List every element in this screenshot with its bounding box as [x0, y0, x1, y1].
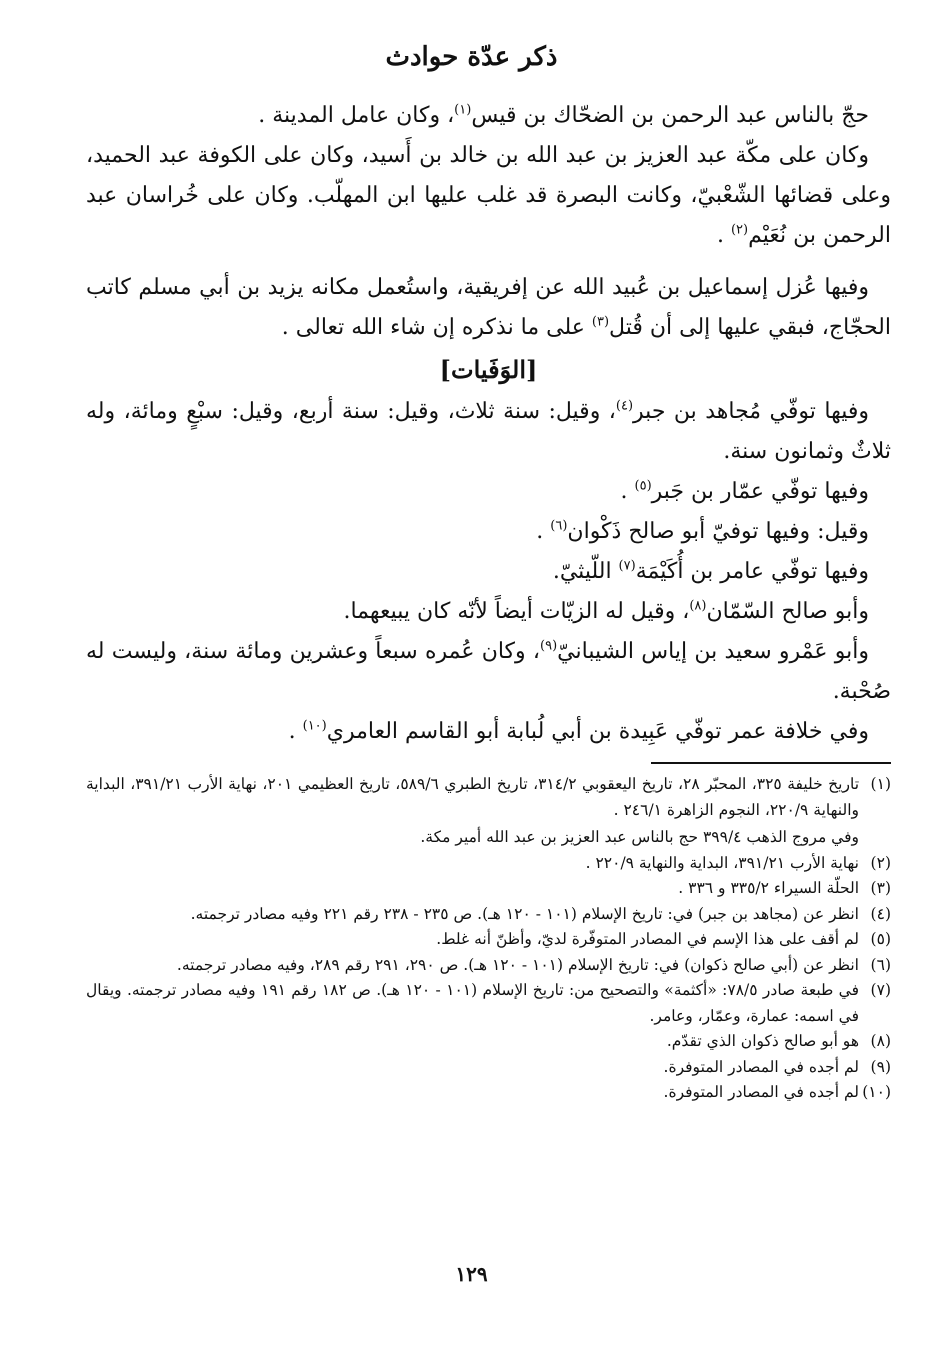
footnote: [86, 902, 891, 928]
paragraph: وفيها توفّي مُجاهد بن جبر$^{(٤)}$، وقيل: سنة ثلاث، وقيل: سنة أربع، وقيل: سبْعٍ ومائة، وله ثلاثٌ وثمانون سنة.: [86, 398, 891, 464]
footnote: [86, 927, 891, 953]
footnote-number: (١٠): [862, 1083, 891, 1101]
footnote-text: في طبعة صادر ٧٨/٥: «أكثمة» والتصحيح من: تاريخ الإسلام (١٠١ - ١٢٠ هـ). ص ١٨٢ رقم ١٩١ وفيه مصادر ترجمته. ويقال في اسمه: عمارة، وعمّار، وعامر.: [86, 981, 859, 1025]
footnote: [86, 1055, 891, 1081]
footnote-text: لم أجده في المصادر المتوفرة.: [663, 1083, 859, 1101]
footnote-divider: [651, 762, 891, 764]
footnote-ref[interactable]: (٤): [615, 398, 634, 414]
footnote: [86, 978, 891, 1029]
footnote-continuation: [86, 825, 891, 851]
paragraph: وفي خلافة عمر توفّي عَبِيدة بن أبي لُبابة أبو القاسم العامري$^{(١٠)}$ .: [288, 718, 869, 744]
footnote-ref[interactable]: (١): [454, 102, 472, 118]
footnote-ref[interactable]: (٣): [591, 314, 610, 330]
footnote-number: (٩): [870, 1057, 891, 1076]
page-title: ذكر عدّة حوادث: [385, 42, 558, 72]
footnote-ref[interactable]: (٩): [540, 638, 558, 654]
footnote: [86, 1029, 891, 1055]
paragraph: وكان على مكّة عبد العزيز بن عبد الله بن خالد بن أَسيد، وكان على الكوفة عبد الحميد، وعلى قضائها الشّعْبيّ، وكانت البصرة قد غلب عليها ابن المهلّب. وكان على خُراسان عبد الرحمن بن نُعَيْم$^{(٢)}$ .: [86, 143, 891, 248]
main-text: [86, 96, 891, 752]
footnote-number: (٥): [870, 930, 891, 948]
paragraph: وأبو صالح السّمّان$^{(٨)}$، وقيل له الزيّات أيضاً لأنّه كان يبيعهما.: [343, 598, 869, 624]
footnote: [86, 953, 891, 979]
footnote-number: (٣): [870, 879, 891, 897]
footnote-text: وفي مروج الذهب ٣٩٩/٤ حج بالناس عبد العزيز بن عبد الله أمير مكة.: [420, 828, 859, 846]
footnote-text: انظر عن (مجاهد بن جبر) في: تاريخ الإسلام (١٠١ - ١٢٠ هـ). ص ٢٣٥ - ٢٣٨ رقم ٢٢١ وفيه مصادر ترجمته.: [190, 904, 859, 923]
footnote-ref[interactable]: (٥): [634, 478, 652, 494]
footnote-ref[interactable]: (٧): [618, 558, 636, 574]
footnote: [86, 1080, 891, 1106]
paragraph: وفيها توفّي عامر بن أُكَيْمَة$^{(٧)}$ اللّيثيّ.: [552, 558, 869, 584]
footnote-number: (١): [870, 775, 891, 793]
footnote-number: (٢): [870, 853, 891, 872]
footnote-text: لم أقف على هذا الإسم في المصادر المتوفّرة لديّ، وأظنّ أنه غلط.: [436, 930, 859, 948]
footnote-number: (٧): [870, 981, 891, 999]
footnote-text: انظر عن (أبي صالح ذكوان) في: تاريخ الإسلام (١٠١ - ١٢٠ هـ). ص ٢٩٠، ٢٩١ رقم ٢٨٩، وفيه مصادر ترجمته.: [176, 955, 859, 974]
footnote-number: (٤): [870, 904, 891, 923]
footnote-ref[interactable]: (٨): [689, 598, 707, 614]
footnote: [86, 876, 891, 902]
footnote-ref[interactable]: (٦): [550, 518, 568, 534]
paragraph: وفيها عُزل إسماعيل بن عُبيد الله عن إفريقية، واستُعمل مكانه يزيد بن أبي مسلم كاتب الحجّاج، فبقي عليها إلى أن قُتل$^{(٣)}$ على ما نذكره إن شاء الله تعالى .: [86, 275, 891, 340]
footnote-ref[interactable]: (٢): [730, 222, 749, 238]
footnote-number: (٦): [870, 955, 891, 974]
section-heading: [الوَفَيات]: [439, 355, 538, 384]
footnote: [86, 851, 891, 877]
paragraph: وقيل: وفيها توفيّ أبو صالح ذَكْوان$^{(٦)}$ .: [536, 518, 869, 544]
footnote-number: (٨): [870, 1032, 891, 1050]
footnotes: [86, 772, 891, 1106]
paragraph: وفيها توفّي عمّار بن جَبر$^{(٥)}$ .: [620, 478, 869, 504]
footnote-text: لم أجده في المصادر المتوفرة.: [663, 1057, 859, 1076]
footnote: [86, 772, 891, 823]
page-number: ١٢٩: [455, 1262, 488, 1286]
footnote-text: تاريخ خليفة ٣٢٥، المحبّر ٢٨، تاريخ اليعقوبي ٣١٤/٢، تاريخ الطبري ٥٨٩/٦، تاريخ العظيمي ٢٠١، نهاية الأرب ٣٩١/٢١، البداية والنهاية ٢٢٠/٩، النجوم الزاهرة ٢٤٦/١ .: [86, 775, 860, 819]
footnote-text: نهاية الأرب ٣٩١/٢١، البداية والنهاية ٢٢٠/٩ .: [585, 853, 859, 872]
paragraph: وأبو عَمْرو سعيد بن إياس الشيبانيّ$^{(٩)}$، وكان عُمره سبعاً وعشرين ومائة سنة، وليست له صُحْبة.: [86, 638, 891, 704]
footnote-text: هو أبو صالح ذكوان الذي تقدّم.: [666, 1032, 859, 1050]
footnote-ref[interactable]: (١٠): [302, 718, 327, 734]
footnote-text: الحلّة السيراء ٣٣٥/٢ و ٣٣٦ .: [678, 879, 859, 897]
paragraph: حجّ بالناس عبد الرحمن بن الضحّاك بن قيس$^{(١)}$، وكان عامل المدينة .: [258, 102, 869, 128]
